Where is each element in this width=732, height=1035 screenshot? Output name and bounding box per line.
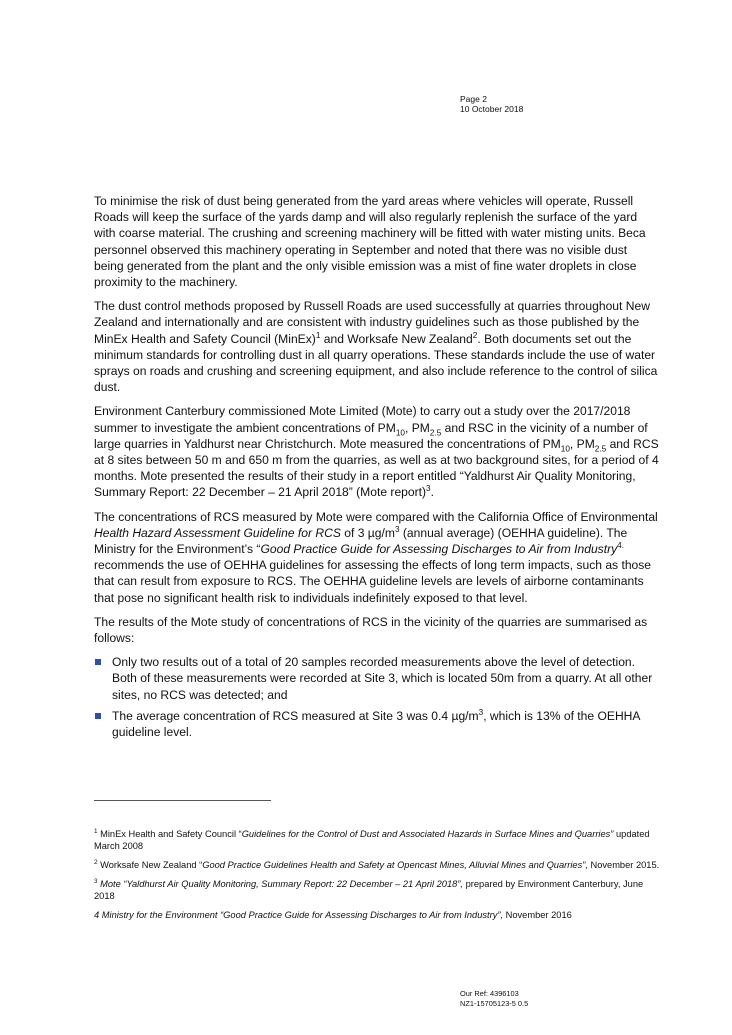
paragraph-dust-risk: To minimise the risk of dust being generated from the yard areas where vehicles will operate, Russell Roads will keep the surface of the yards damp and will also regularly replenish the surface of the yard with coarse material. The crushing and screening machinery will be fitted with water misting units. Beca personnel observed this machinery operating in September and noted that there was no visible dust being generated from the plant and the only visible emission was a mist of fine water droplets in close proximity to the machinery. bbox=[94, 194, 646, 290]
document-body bbox=[94, 193, 660, 745]
page-footer bbox=[460, 989, 528, 1008]
square-bullet-icon bbox=[95, 659, 101, 665]
footnote-ref-1: 1 bbox=[315, 330, 321, 340]
footnote-ref-4: 4. bbox=[617, 541, 625, 551]
document-id: NZ1-15705123-5 0.5 bbox=[460, 998, 529, 1008]
footnote-ref-3: 3 bbox=[426, 484, 431, 494]
paragraph-oehha: The concentrations of RCS measured by Mote were compared with the California Office of Environmental Health Hazard Assessment Guideline for RCS of 3 $\mu g/m^3$ (annual average) (OEHHA guideline). The Ministry for the Environment’s “Good Practice Guide for Assessing Discharges to Air from Industry$^{4.}$ recommends the use of OEHHA guidelines for assessing the effects of long term impacts, such as those that can result from exposure to RCS. The OEHHA guideline levels are levels of airborne contaminants that pose no significant health risk to individuals indefinitely exposed to that level. bbox=[94, 509, 658, 605]
footnote-ref-2: 2 bbox=[472, 330, 478, 340]
footnote-2: $^2$ Worksafe New Zealand “Good Practice Guidelines Health and Safety at Opencast Mines, Alluvial Mines and Quarries”, November 2015. bbox=[94, 858, 660, 870]
paragraph-results-intro: The results of the Mote study of concentrations of RCS in the vicinity of the quarries are summarised as follows: bbox=[94, 614, 648, 646]
list-item: The average concentration of RCS measured at Site 3 was 0.4 $\mu g/m^3$, which is 13% of the OEHHA guideline level. bbox=[94, 708, 660, 740]
list-item: Only two results out of a total of 20 samples recorded measurements above the level of detection. Both of these measurements were recorded at Site 3, which is located 50m from a quarry. At all other sites, no RCS was detected; and bbox=[94, 654, 660, 703]
footnote-4: 4 Ministry for the Environment “Good Practice Guide for Assessing Discharges to Air from Industry”, November 2016 bbox=[94, 910, 572, 920]
footnote-3: $^3$ Mote “Yaldhurst Air Quality Monitoring, Summary Report: 22 December – 21 April 2018”, prepared by Environment Canterbury, June 2018 bbox=[94, 877, 644, 901]
footnote-divider bbox=[94, 800, 271, 801]
results-list bbox=[94, 654, 660, 740]
paragraph-mote-study: Environment Canterbury commissioned Mote Limited (Mote) to carry out a study over the 2017/2018 summer to investigate the ambient concentrations of $PM_{10}$, $PM_{2.5}$ and RSC in the vicinity of a number of large quarries in Yaldhurst near Christchurch. Mote measured the concentrations of $PM_{10}$, $PM_{2.5}$ and RCS at 8 sites between 50 m and 650 m from the quarries, as well as at two background sites, for a period of 4 months. Mote presented the results of their study in a report entitled “Yaldhurst Air Quality Monitoring, Summary Report: 22 December – 21 April 2018” (Mote report)$^3$. bbox=[94, 404, 659, 500]
page-number: Page 2 bbox=[460, 94, 487, 104]
square-bullet-icon bbox=[95, 713, 101, 719]
header-date: 10 October 2018 bbox=[460, 104, 524, 114]
page-header bbox=[460, 94, 523, 114]
paragraph-dust-control: The dust control methods proposed by Russell Roads are used successfully at quarries throughout New Zealand and internationally and are consistent with industry guidelines such as those published by the MinEx Health and Safety Council (MinEx)$^1$ and Worksafe New Zealand$^2$. Both documents set out the minimum standards for controlling dust in all quarry operations. These standards include the use of water sprays on roads and crushing and screening equipment, and also include reference to the control of silica dust. bbox=[94, 299, 658, 395]
our-ref: Our Ref: 4396103 bbox=[460, 989, 519, 998]
footnote-1: $^1$ MinEx Health and Safety Council “Guidelines for the Control of Dust and Associated Hazards in Surface Mines and Quarries” updated March 2008 bbox=[94, 827, 650, 851]
footnotes bbox=[94, 828, 660, 928]
